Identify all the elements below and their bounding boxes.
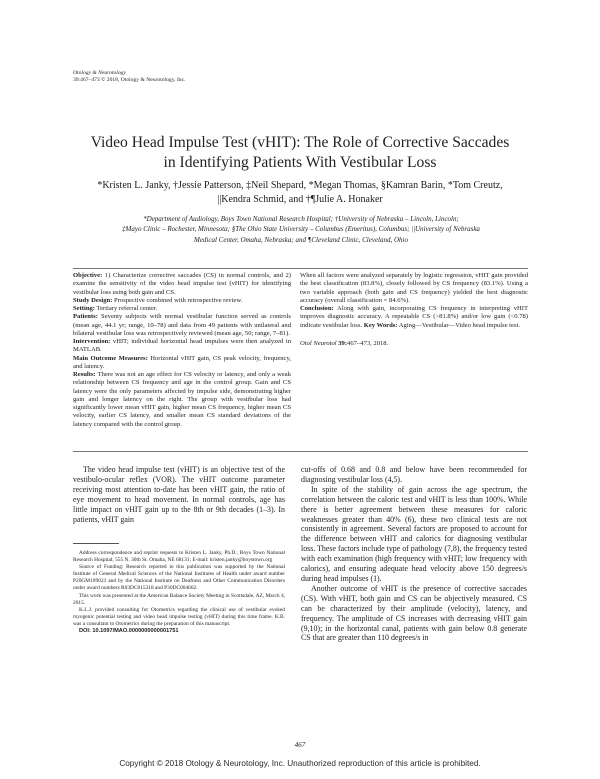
abstract-left-column bbox=[73, 272, 291, 429]
abstract-setting: Setting: Tertiary referral center. bbox=[73, 305, 158, 312]
body-paragraph: Another outcome of vHIT is the presence of corrective saccades (CS). With vHIT, both gain and CS can be objectively measured. CS can be characterized by their amplitude (velocity), latency, and frequency. The amplitude of CS increases with decreasing vHIT gain (9,10); in the horizontal canal, patients with gain below 0.8 generate CS that are greater than 110 degrees/s in bbox=[301, 583, 527, 643]
journal-issue: 39:467–473 © 2018, Otology & Neurotology, Inc. bbox=[73, 77, 186, 83]
abstract-conclusion: Conclusion: Along with gain, incorporating CS frequency in interpreting vHIT improves diagnostic accuracy. A repeatable CS (>81.8%) and/or low gain (<0.78) indicate vestibular loss. Key Words: Aging—Vestibular—Video head impulse test. bbox=[300, 305, 528, 329]
abstract-patients: Patients: Seventy subjects with normal vestibular function served as controls (mean age, 44.1 yr; range, 10–78) and data from 49 patients with unilateral and bilateral vestibular loss was retrospectively reviewed (mean age, 50; range, 7–81). bbox=[73, 313, 291, 337]
abstract-results: Results: There was not an age effect for CS velocity or latency, and only a weak relationship between CS frequency and age in the control group. Gain and CS latency were the only parameters affected by impulse side, demonstrating higher gain and longer latency on the right. The group with vestibular loss had significantly lower mean vHIT gain, higher mean CS frequency, higher mean CS velocity, earlier CS latency, and smaller mean CS standard deviations of the latency compared with the control group. bbox=[73, 371, 291, 428]
doi-link[interactable]: DOI: 10.1097/MAO.0000000000001751 bbox=[79, 628, 179, 635]
abstract-citation: Otol Neurotol 39:467–473, 2018. bbox=[300, 339, 389, 347]
footnote-presented: This work was presented at the American Balance Society Meeting in Scottsdale, AZ, March 4, 2015. bbox=[73, 592, 285, 606]
footnote-rule bbox=[73, 543, 119, 544]
abstract-right-column bbox=[300, 272, 528, 348]
affiliation-line-2: ‡Mayo Clinic – Rochester, Minnesota; §The Ohio State University – Columbus (Emeritus), Columbus; ||University of Nebraska bbox=[122, 225, 480, 234]
footnote-disclosure: K.L.J. provided consulting for Otometrics regarding the clinical use of vestibular evoked myogenic potential testing and video head impulse testing (vHIT) during this time frame. K.B. was a consultant to Otometrics during the preparation of this manuscript. bbox=[73, 606, 285, 627]
abstract-intervention: Intervention: vHIT; individual horizontal head impulses were then analyzed in MATLAB. bbox=[73, 338, 291, 354]
journal-name: Otology & Neurotology bbox=[73, 70, 126, 76]
body-left-column bbox=[73, 465, 285, 524]
authors-line-2: ||Kendra Schmid, and †¶Julie A. Honaker bbox=[217, 194, 383, 205]
copyright-notice: Copyright © 2018 Otology & Neurotology, Inc. Unauthorized reproduction of this article is prohibited. bbox=[119, 759, 481, 768]
article-title bbox=[40, 133, 560, 173]
footnote-correspondence: Address correspondence and reprint requests to Kristen L. Janky, Ph.D., Boys Town National Research Hospital, 555 N. 30th St. Omaha, NE 68131; E-mail: kristen.janky@boystown.org bbox=[73, 550, 285, 564]
body-paragraph: In spite of the stability of gain across the age spectrum, the correlation between the caloric test and vHIT is less than 100%. While there is better agreement between these measures for caloric weaknesses greater than 40% (6), these two clinical tests are not consistently in agreement. Several factors are proposed to account for the difference between vHIT and calorics for diagnosing vestibular loss. These factors include type of pathology (7,8), the frequency tested with each examination (high frequency with vHIT; low frequency with calorics), and ensuring adequate head velocity above 150 degrees/s during head impulses (1). bbox=[301, 484, 527, 583]
abstract-top-rule bbox=[73, 268, 528, 269]
title-line-2: in Identifying Patients With Vestibular Loss bbox=[163, 154, 437, 171]
affiliation-line-1: *Department of Audiology, Boys Town National Research Hospital; †University of Nebraska – Lincoln, Lincoln; bbox=[143, 215, 459, 223]
abstract-outcome-measures: Main Outcome Measures: Horizontal vHIT gain, CS peak velocity, frequency, and latency. bbox=[73, 354, 291, 370]
page-number: 467 bbox=[294, 741, 306, 749]
abstract-objective: Objective: 1) Characterize corrective saccades (CS) in normal controls, and 2) examine the sensitivity of the video head impulse test (vHIT) for identifying vestibular loss using both gain and CS. bbox=[73, 272, 291, 296]
footnotes bbox=[73, 550, 285, 635]
affiliation-line-3: Medical Center, Omaha, Nebraska; and ¶Cleveland Clinic, Cleveland, Ohio bbox=[193, 235, 408, 244]
body-paragraph: cut-offs of 0.68 and 0.8 and below have been recommended for diagnosing vestibular loss (4,5). bbox=[301, 465, 527, 484]
abstract-results-continued: When all factors were analyzed separately by logistic regression, vHIT gain provided the best classification (83.8%), closely followed by CS frequency (83.1%). Using a two variable approach (both gain and CS frequency) yielded the best diagnostic accuracy (overall classification = 84.6%). bbox=[300, 272, 528, 304]
journal-header bbox=[73, 70, 186, 84]
authors-line-1: *Kristen L. Janky, †Jessie Patterson, ‡Neil Shepard, *Megan Thomas, §Kamran Barin, *Tom Creutz, bbox=[97, 180, 503, 191]
title-line-1: Video Head Impulse Test (vHIT): The Role of Corrective Saccades bbox=[90, 134, 510, 151]
author-list bbox=[40, 179, 560, 207]
abstract-study-design: Study Design: Prospective combined with retrospective review. bbox=[73, 296, 243, 304]
footnote-funding: Source of Funding: Research reported in this publication was supported by the National Institute of General Medical Sciences of the National Institutes of Health under award number P20GM109023 and by the National Institute on Deafness and Other Communication Disorders under award numbers R03DC015318 and P30DC004662. bbox=[73, 564, 285, 592]
abstract-bottom-rule bbox=[73, 451, 528, 452]
body-right-column bbox=[301, 465, 527, 643]
affiliations bbox=[68, 214, 534, 245]
body-paragraph: The video head impulse test (vHIT) is an objective test of the vestibulo-ocular reflex (VOR). The vHIT outcome parameter receiving most attention to-date has been vHIT gain, the ratio of eye movement to head movement. In normal controls, age has little impact on vHIT gain up to the 8th or 9th decades (1–3). In patients, vHIT gain bbox=[73, 465, 285, 524]
